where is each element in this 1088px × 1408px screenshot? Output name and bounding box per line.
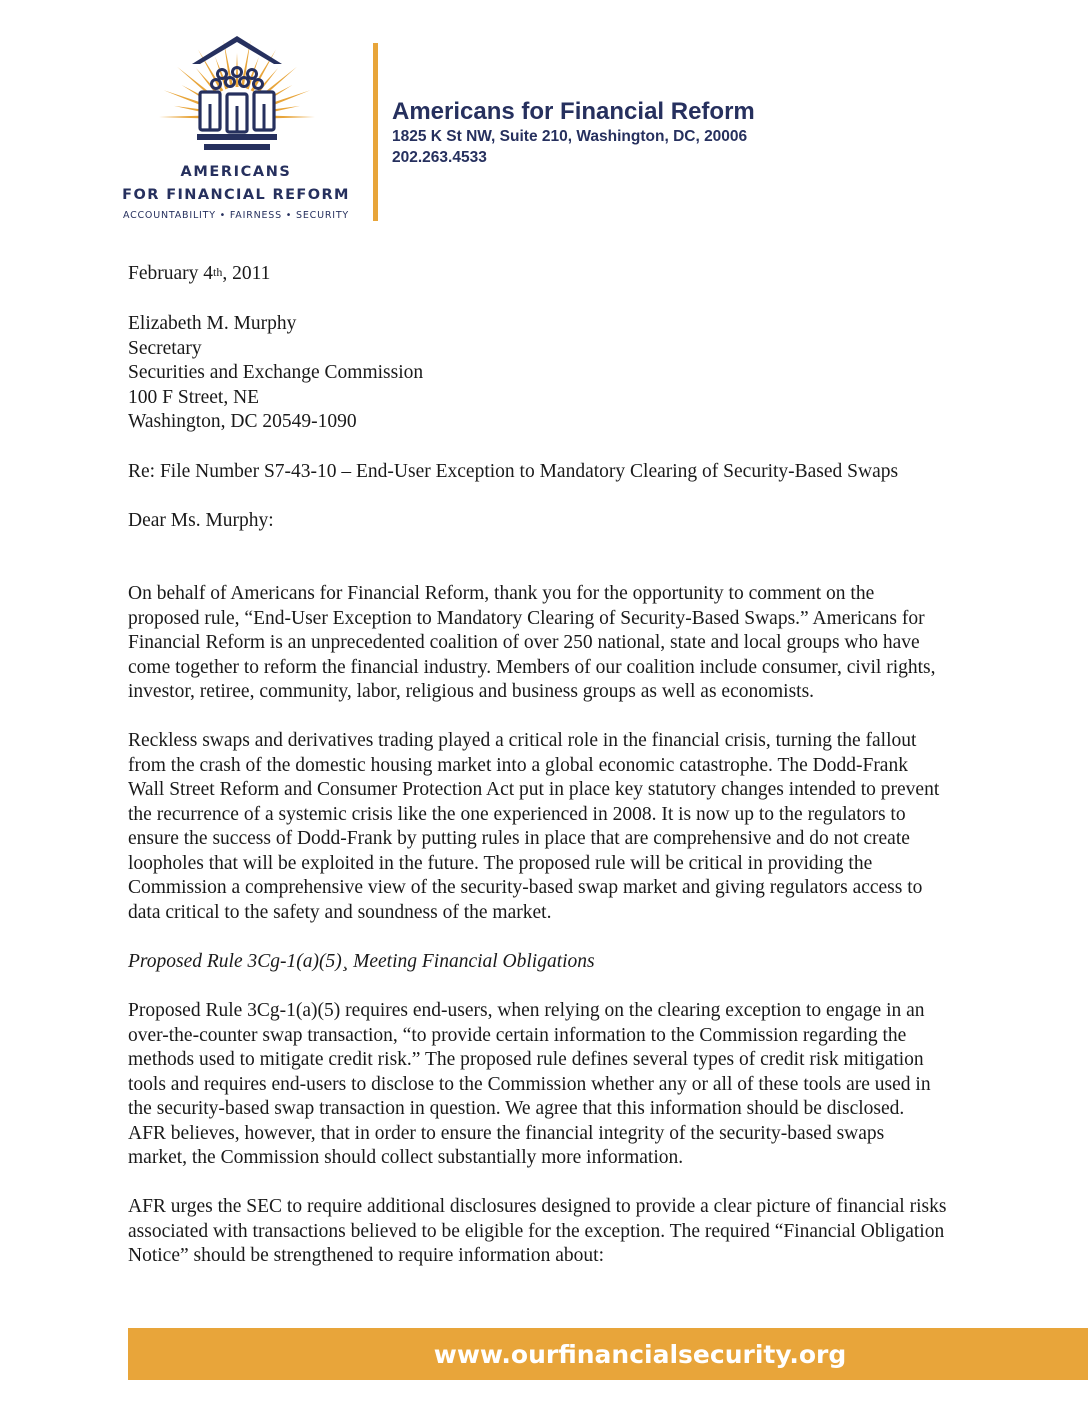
recipient-line: Washington, DC 20549-1090 xyxy=(128,411,357,432)
paragraph-4: AFR urges the SEC to require additional disclosures designed to provide a clear picture of financial risks associated with transactions believed to be eligible for the exception. The required “Financial Obligation Notice” should be strengthened to require information about: xyxy=(128,1196,947,1266)
paragraph-1: On behalf of Americans for Financial Reform, thank you for the opportunity to comment on the proposed rule, “End-User Exception to Mandatory Clearing of Security-Based Swaps.” Americans for Financial Reform is an unprecedented coalition of over 250 national, state and local groups who have come together to reform the financial industry. Members of our coalition include consumer, civil rights, investor, retiree, community, labor, religious and business groups as well as economists. xyxy=(128,583,936,702)
letter-date: February 4th, 2011 xyxy=(128,263,271,284)
paragraph-2: Reckless swaps and derivatives trading played a critical role in the financial crisis, turning the fallout from the crash of the domestic housing market into a global economic catastrophe. The Dodd-Frank Wall Street Reform and Consumer Protection Act put in place key statutory changes intended to prevent the recurrence of a systemic crisis like the one experienced in 2008. It is now up to the regulators to ensure the success of Dodd-Frank by putting rules in place that are comprehensive and do not create loopholes that will be exploited in the future. The proposed rule will be critical in providing the Commission a comprehensive view of the security-based swap market and giving regulators access to data critical to the safety and soundness of the market. xyxy=(128,730,940,923)
logo-wordmark-line2: FOR FINANCIAL REFORM xyxy=(122,187,350,203)
section-heading: Proposed Rule 3Cg-1(a)(5)¸ Meeting Financial Obligations xyxy=(128,951,595,972)
logo-tagline: ACCOUNTABILITY • FAIRNESS • SECURITY xyxy=(122,210,350,221)
afr-logo xyxy=(120,22,352,228)
recipient-line: Elizabeth M. Murphy xyxy=(128,313,297,334)
footer-url[interactable]: www.ourfinancialsecurity.org xyxy=(433,1339,847,1369)
paragraph-3: Proposed Rule 3Cg-1(a)(5) requires end-users, when relying on the clearing exception to engage in an over-the-counter swap transaction, “to provide certain information to the Commission regarding the methods used to mitigate credit risk.” The proposed rule defines several types of credit risk mitigation tools and requires end-users to disclose to the Commission whether any or all of these tools are used in the security-based swap transaction in question. We agree that this information should be disclosed. AFR believes, however, that in order to ensure the financial integrity of the security-based swaps market, the Commission should collect substantially more information. xyxy=(128,1000,931,1168)
recipient-address xyxy=(128,312,1028,435)
recipient-line: Securities and Exchange Commission xyxy=(128,362,424,383)
recipient-line: 100 F Street, NE xyxy=(128,386,260,408)
footer-banner xyxy=(128,1328,1088,1380)
letterhead xyxy=(392,98,755,168)
org-phone: 202.263.4533 xyxy=(392,149,487,166)
recipient-line: Secretary xyxy=(128,337,202,359)
org-name: Americans for Financial Reform xyxy=(392,98,755,125)
header-divider xyxy=(373,43,378,221)
sunburst-people-icon xyxy=(142,22,332,162)
logo-wordmark-line1: AMERICANS xyxy=(180,164,292,180)
salutation: Dear Ms. Murphy: xyxy=(128,510,274,531)
org-address: 1825 K St NW, Suite 210, Washington, DC, 20006 xyxy=(392,128,748,145)
subject-line: Re: File Number S7-43-10 – End-User Exception to Mandatory Clearing of Security-Based Swaps xyxy=(128,461,899,482)
